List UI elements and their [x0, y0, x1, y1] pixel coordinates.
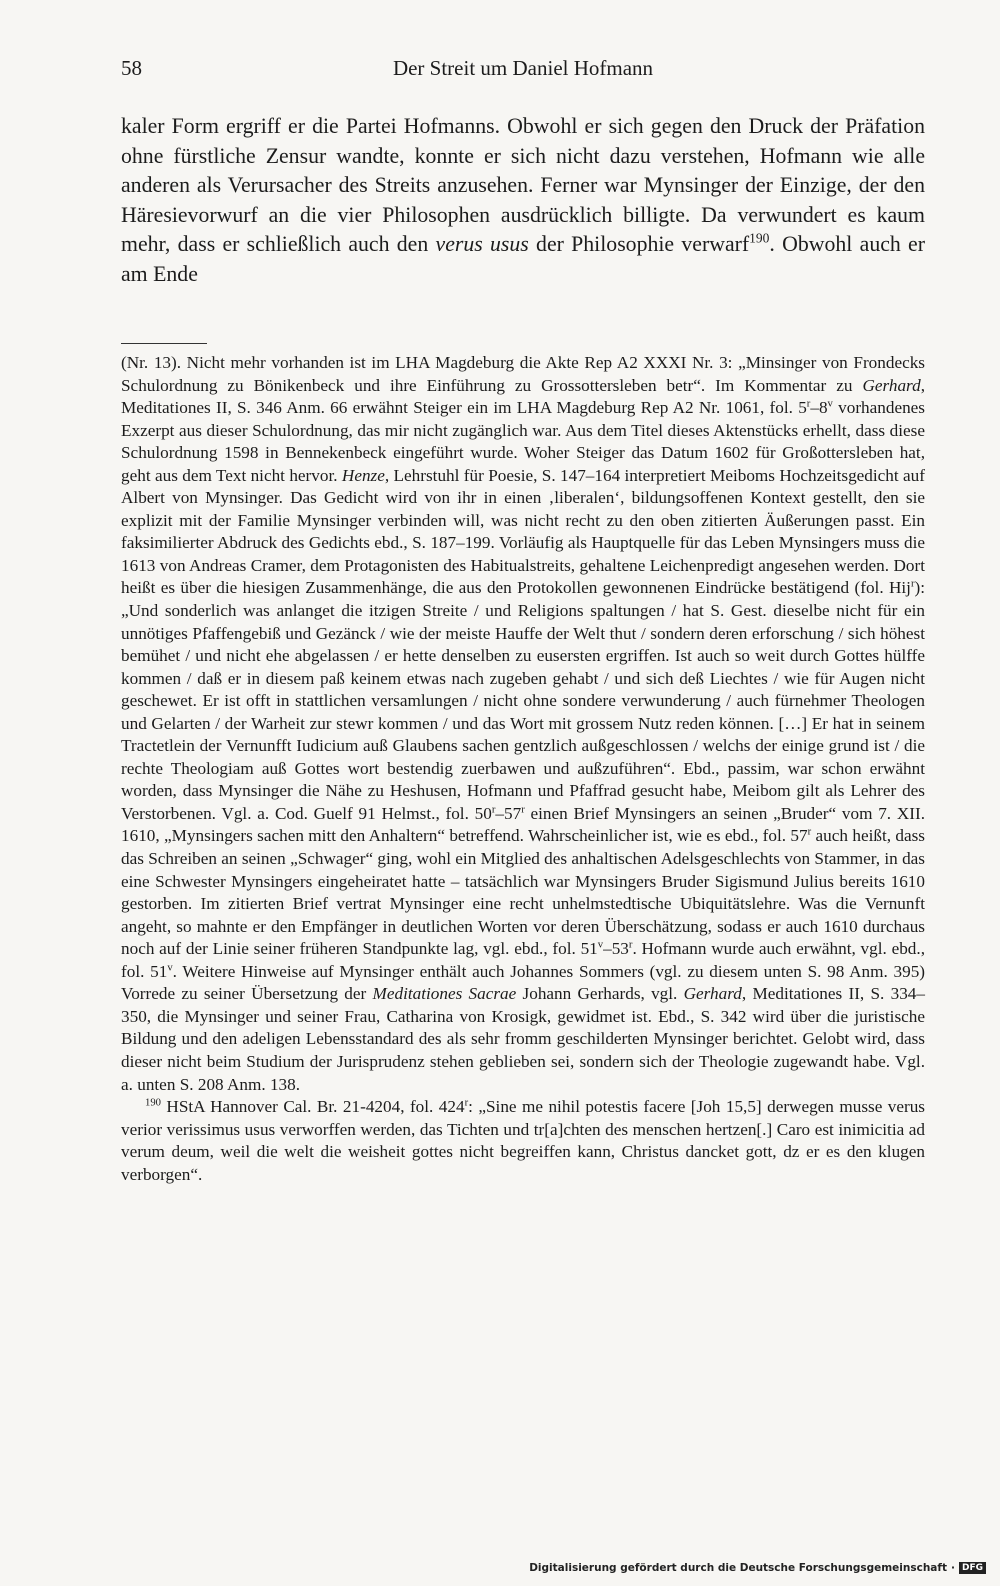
- credit-text: Digitalisierung gefördert durch die Deutsche Forschungsgemeinschaft: [529, 1562, 947, 1574]
- dfg-logo: DFG: [959, 1562, 986, 1574]
- main-text: [121, 112, 925, 289]
- credit-separator: ·: [950, 1562, 955, 1574]
- body-paragraph: kaler Form ergriff er die Partei Hofmanns. Obwohl er sich gegen den Druck der Präfation ohne fürstliche Zensur wandte, konnte er sich nicht dazu verstehen, Hofmann wie alle anderen als Verursacher des Streits anzusehen. Ferner war Mynsinger der Einzige, der den Häresievorwurf an die vier Philosophen ausdrücklich billigte. Da verwundert es kaum mehr, dass er schließlich auch den verus usus der Philosophie verwarf$^{190}$. Obwohl auch er am Ende: [121, 114, 925, 286]
- page-header: [121, 56, 925, 86]
- footnote-rule: [121, 343, 207, 344]
- footnote-190: $^{190}$ HStA Hannover Cal. Br. 21-4204, fol. 424$^r$: „Sine me nihil potestis facere [Joh 15,5] derwegen musse verus verior verissimus usus verworffen werden, das Tichten und tr[a]chten des menschen hertzen[.] Caro est inimicitia ad verum deum, weil die welt die weisheit gottes nicht begreiffen kann, Christus dancket gott, dz er es den klugen verborgen“.: [121, 1097, 925, 1184]
- running-title: Der Streit um Daniel Hofmann: [392, 56, 654, 80]
- footnote-189-continued: (Nr. 13). Nicht mehr vorhanden ist im LHA Magdeburg die Akte Rep A2 XXXI Nr. 3: „Minsinger von Frondecks Schulordnung zu Bönikenbeck und ihre Einführung zu Grossottersleben betr“. Im Kommentar zu Gerhard, Meditationes II, S. 346 Anm. 66 erwähnt Steiger ein im LHA Magdeburg Rep A2 Nr. 1061, fol. 5$^r$–8$^v$ vorhandenes Exzerpt aus dieser Schulordnung, das mir nicht zugänglich war. Aus dem Titel dieses Aktenstücks erhellt, dass diese Schulordnung 1598 in Bennekenbeck eingeführt wurde. Woher Steiger das Datum 1602 für Großottersleben hat, geht aus dem Text nicht hervor. Henze, Lehrstuhl für Poesie, S. 147–164 interpretiert Meiboms Hochzeitsgedicht auf Albert von Mynsinger. Das Gedicht wird von ihr in einen ‚liberalen‘, bildungsoffenen Kontext gestellt, den sie explizit mit der Familie Mynsinger verbinden will, was nicht recht zu den oben zitierten Äußerungen passt. Ein faksimilierter Abdruck des Gedichts ebd., S. 187–199. Vorläufig als Hauptquelle für das Leben Mynsingers muss die 1613 von Andreas Cramer, dem Protagonisten des Habitualstreits, gehaltene Leichenpredigt angesehen werden. Dort heißt es über die hiesigen Zusammenhänge, die aus den Protokollen gewonnenen Eindrücke bestätigend (fol. Hij$^r$): „Und sonderlich was anlanget die itzigen Streite / und Religions spaltungen / hat S. Gest. dieselbe nicht für ein unnötiges Pfaffengebiß und Gezänck / wie der meiste Hauffe der Welt thut / sondern deren erforschung / sich höhest bemühet / und nicht ehe abgelassen / er hette denselben zu eusersten ergriffen. Ist auch so weit durch Gottes hülffe kommen / daß er in diesem paß keinem etwas nach zugeben gehabt / und sich deß Liechtes / wie für Augen nicht geschewet. Er ist offt in stattlichen versamlungen / nicht ohne sondere verwunderung / auch fürnehmer Theologen und Gelarten / der Warheit zur stewr kommen / und das Wort mit grossem Nutz reden können. […] Er hat in seinem Tractetlein der Vernunfft Iudicium auß Glaubens sachen gentzlich außgeschlossen / welchs der einige grund ist / die rechte Theologiam auß Gottes wort bestendig zuerbawen und außzuführen“. Ebd., passim, war schon erwähnt worden, dass Mynsinger die Nähe zu Heshusen, Hofmann und Pfaffrad gesucht habe, Meibom gilt als Lehrer des Verstorbenen. Vgl. a. Cod. Guelf 91 Helmst., fol. 50$^r$–57$^r$ einen Brief Mynsingers an seinen „Bruder“ vom 7. XII. 1610, „Mynsingers sachen mitt den Anhaltern“ betreffend. Wahrscheinlicher ist, wie es ebd., fol. 57$^r$ auch heißt, dass das Schreiben an seinen „Schwager“ ging, wohl ein Mitglied des anhaltischen Adelsgeschlechts von Stammer, in das eine Schwester Mynsingers eingeheiratet hatte – tatsächlich war Mynsingers Bruder Sigismund Julius bereits 1610 gestorben. Im zitierten Brief vertrat Mynsinger eine recht unhelmstedtische Ubiquitätslehre. Was die Vernunft angeht, so mahnte er den Empfänger in deutlichen Worten vor deren Überschätzung, sodass er auch 1610 durchaus noch auf der Linie seiner früheren Standpunkte lag, vgl. ebd., fol. 51$^v$–53$^r$. Hofmann wurde auch erwähnt, vgl. ebd., fol. 51$^v$. Weitere Hinweise auf Mynsinger enthält auch Johannes Sommers (vgl. zu diesem unten S. 98 Anm. 395) Vorrede zu seiner Übersetzung der Meditationes Sacrae Johann Gerhards, vgl. Gerhard, Meditationes II, S. 334–350, die Mynsinger und seiner Frau, Catharina von Krosigk, gewidmet ist. Ebd., S. 342 wird über die juristische Bildung und den adeligen Lebensstandard des als sehr fromm geschilderten Mynsinger berichtet. Gelobt wird, dass dieser nicht beim Studium der Jurisprudenz stehen geblieben sei, sondern sich der Theologie zugewandt habe. Vgl. a. unten S. 208 Anm. 138.: [121, 353, 926, 1094]
- page-number: 58: [121, 56, 142, 80]
- italic-term: verus usus: [435, 232, 529, 256]
- footnote-number: 190: [145, 1097, 161, 1109]
- footnotes: [121, 352, 925, 1186]
- digitization-credit: [529, 1560, 986, 1576]
- footnote-ref-190: 190: [749, 230, 770, 246]
